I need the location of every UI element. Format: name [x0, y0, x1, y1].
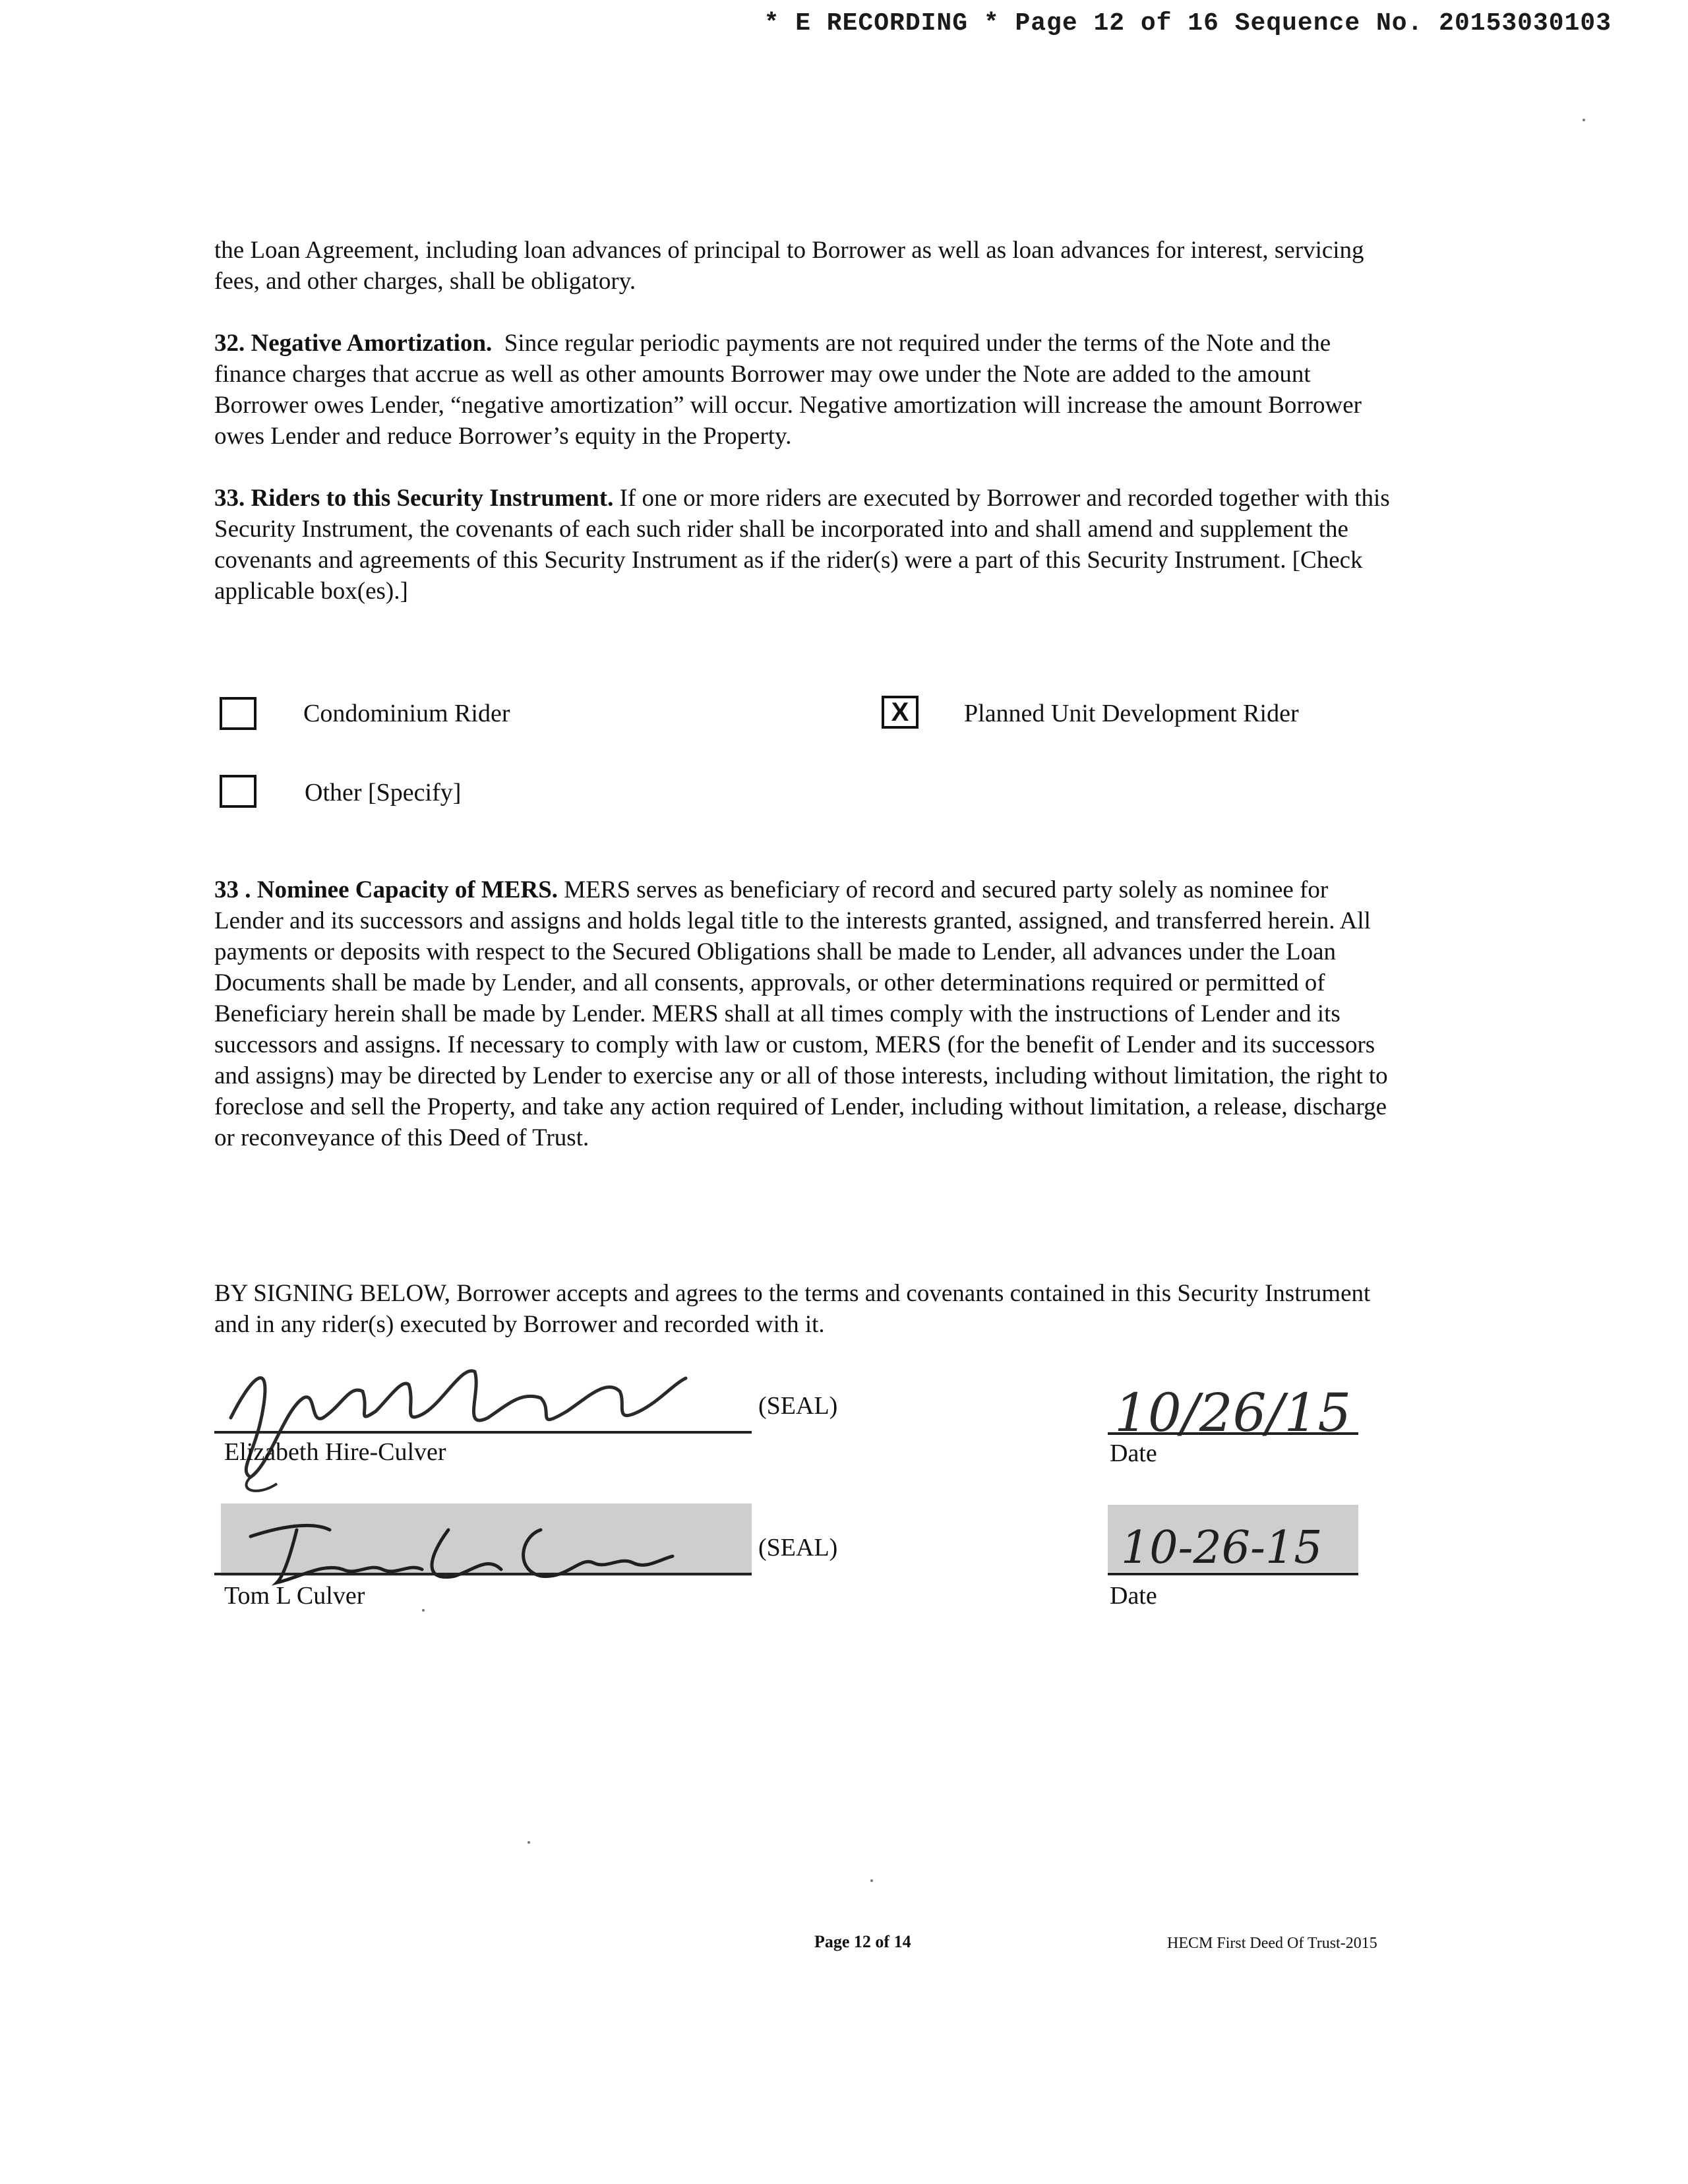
date-line-tom	[1108, 1573, 1358, 1575]
recording-stamp: * E RECORDING * Page 12 of 16 Sequence No. 20153030103	[764, 9, 1612, 38]
date-handwritten-text-tom: 10-26-15	[1121, 1522, 1323, 1574]
signature-elizabeth	[211, 1339, 752, 1503]
date-handwritten-text-elizabeth: 10/26/15	[1114, 1382, 1352, 1443]
date-line-elizabeth	[1108, 1432, 1358, 1435]
section-32-heading: 32. Negative Amortization.	[214, 330, 493, 357]
section-32-text: Since regular periodic payments are not required under the terms of the Note and the finance charges that accrue as well as other amounts Borrower may owe under the Note are added to the amount Borrower owes Lender, “negative amortization” will occur. Negative amortization will increase the amount Borrower owes Lender and reduce Borrower’s equity in the Property.	[214, 330, 1362, 450]
section-33-riders-text: If one or more riders are executed by Borrower and recorded together with this Security Instrument, the covenants of each such rider shall be incorporated into and shall amend and supplement the covenants and agreements of this Security Instrument as if the rider(s) were a part of this Security Instrument. [Check applicable box(es).]	[214, 485, 1390, 605]
condominium-rider-label: Condominium Rider	[303, 700, 510, 727]
signer-name-tom: Tom L Culver	[224, 1582, 365, 1610]
signer-name-elizabeth: Elizabeth Hire-Culver	[224, 1438, 446, 1466]
pud-rider-label: Planned Unit Development Rider	[964, 700, 1299, 727]
intro-paragraph: the Loan Agreement, including loan advances of principal to Borrower as well as loan advances for interest, servicing fees, and other charges, shall be obligatory.	[214, 237, 1364, 295]
scan-speck	[870, 1879, 873, 1882]
seal-label-tom: (SEAL)	[758, 1534, 838, 1562]
condominium-rider-checkbox[interactable]	[220, 697, 256, 730]
section-32-paragraph	[214, 328, 1401, 452]
pud-rider-checkbox[interactable]: X	[882, 696, 919, 729]
section-33-mers-heading: 33 . Nominee Capacity of MERS.	[214, 876, 558, 903]
scan-speck	[422, 1609, 425, 1612]
other-rider-checkbox[interactable]	[220, 775, 256, 808]
section-33-riders-paragraph	[214, 483, 1401, 607]
other-rider-label: Other [Specify]	[305, 779, 462, 806]
by-signing-paragraph: BY SIGNING BELOW, Borrower accepts and agrees to the terms and covenants contained in this Security Instrument and in any rider(s) executed by Borrower and recorded with it.	[214, 1280, 1371, 1338]
signature-line-elizabeth	[214, 1431, 752, 1434]
date-handwritten-tom	[1108, 1503, 1358, 1576]
signature-line-tom	[214, 1573, 752, 1575]
scan-speck	[528, 1841, 530, 1844]
section-33-mers-text: MERS serves as beneficiary of record and secured party solely as nominee for Lender and its successors and assigns and holds legal title to the interests granted, assigned, and transferred herein. All payments or deposits with respect to the Secured Obligations shall be made to Lender, all advances under the Loan Documents shall be made by Lender, and all consents, approvals, or other determinations required or permitted of Beneficiary herein shall be made by Lender. MERS shall at all times comply with the instructions of Lender and its successors and assigns. If necessary to comply with law or custom, MERS (for the benefit of Lender and its successors and assigns) may be directed by Lender to exercise any or all of those interests, including without limitation, the right to foreclose and sell the Property, and take any action required of Lender, including without limitation, a release, discharge or reconveyance of this Deed of Trust.	[214, 876, 1388, 1151]
date-label-elizabeth: Date	[1110, 1440, 1157, 1467]
scan-speck	[1582, 119, 1585, 121]
date-label-tom: Date	[1110, 1582, 1157, 1610]
seal-label-elizabeth: (SEAL)	[758, 1392, 838, 1420]
section-33-riders-heading: 33. Riders to this Security Instrument.	[214, 485, 614, 512]
footer-form-name: HECM First Deed Of Trust-2015	[1167, 1935, 1377, 1952]
section-33-mers-paragraph	[214, 874, 1401, 1153]
footer-page-number: Page 12 of 14	[814, 1932, 911, 1951]
